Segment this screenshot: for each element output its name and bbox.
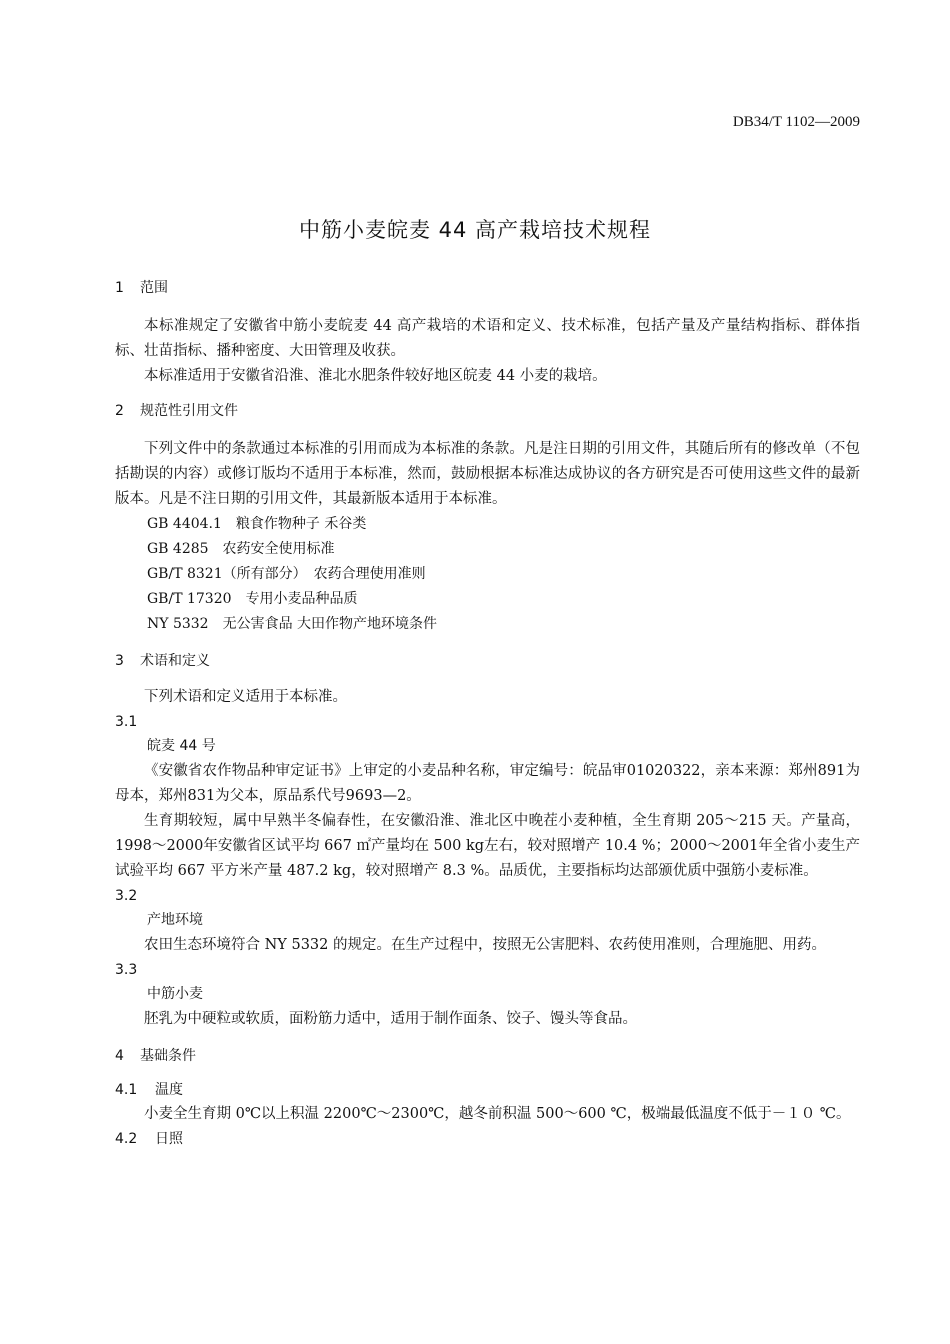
reference-item: GB/T 17320 专用小麦品种品质: [147, 591, 358, 607]
term-3-1-number: 3.1: [115, 714, 138, 730]
section-3-heading: 3 术语和定义: [115, 653, 210, 669]
reference-item: GB 4285 农药安全使用标准: [147, 541, 335, 557]
term-3-1-paragraph-2: 生育期较短，属中早熟半冬偏春性，在安徽沿淮、淮北区中晚茬小麦种植，全生育期 205～215 天。产量高，1998～2000年安徽省区试平均 667 ㎡产量均在 500 kg左右，较对照增产 10.4 %；2000～2001年全省小麦生产试验平均 667 平方米产量 487.2 kg，较对照增产 8.3 %。品质优，主要指标均达部颁优质中强筋小麦标准。: [115, 813, 860, 879]
document-code: DB34/T 1102—2009: [732, 114, 860, 130]
section-1-paragraph-1: 本标准规定了安徽省中筋小麦皖麦 44 高产栽培的术语和定义、技术标准，包括产量及产量结构指标、群体指标、壮苗指标、播种密度、大田管理及收获。: [115, 318, 860, 359]
reference-item: GB 4404.1 粮食作物种子 禾谷类: [147, 516, 367, 532]
term-3-2-number: 3.2: [115, 888, 138, 904]
term-3-2-name: 产地环境: [147, 912, 203, 928]
term-3-3-paragraph-1: 胚乳为中硬粒或软质，面粉筋力适中，适用于制作面条、饺子、馒头等食品。: [144, 1011, 637, 1027]
subsection-4-1-paragraph-1: 小麦全生育期 0℃以上积温 2200℃～2300℃，越冬前积温 500～600 ℃，极端最低温度不低于－１０ ℃。: [144, 1106, 851, 1122]
section-4-heading: 4 基础条件: [115, 1048, 196, 1064]
section-2-heading: 2 规范性引用文件: [115, 403, 238, 419]
reference-item: GB/T 8321（所有部分） 农药合理使用准则: [147, 566, 426, 582]
term-3-3-name: 中筋小麦: [147, 986, 203, 1002]
subsection-4-1-heading: 4.1 温度: [115, 1082, 183, 1098]
term-3-3-number: 3.3: [115, 962, 138, 978]
term-3-1-paragraph-1: 《安徽省农作物品种审定证书》上审定的小麦品种名称，审定编号：皖品审01020322，亲本来源：郑州891为母本，郑州831为父本，原品系代号9693—2。: [115, 763, 860, 804]
section-3-paragraph-1: 下列术语和定义适用于本标准。: [144, 689, 347, 705]
document-title: 中筋小麦皖麦 44 高产栽培技术规程: [298, 218, 652, 243]
reference-item: NY 5332 无公害食品 大田作物产地环境条件: [147, 616, 438, 632]
term-3-1-name: 皖麦 44 号: [147, 738, 216, 754]
document-body: [115, 276, 860, 1151]
term-3-2-paragraph-1: 农田生态环境符合 NY 5332 的规定。在生产过程中，按照无公害肥料、农药使用准则，合理施肥、用药。: [144, 937, 826, 953]
section-2-paragraph-1: 下列文件中的条款通过本标准的引用而成为本标准的条款。凡是注日期的引用文件，其随后所有的修改单（不包括勘误的内容）或修订版均不适用于本标准，然而，鼓励根据本标准达成协议的各方研究是否可使用这些文件的最新版本。凡是不注日期的引用文件，其最新版本适用于本标准。: [115, 441, 860, 507]
section-1-heading: 1 范围: [115, 280, 168, 296]
subsection-4-2-heading: 4.2 日照: [115, 1131, 183, 1147]
section-1-paragraph-2: 本标准适用于安徽省沿淮、淮北水肥条件较好地区皖麦 44 小麦的栽培。: [144, 368, 607, 384]
